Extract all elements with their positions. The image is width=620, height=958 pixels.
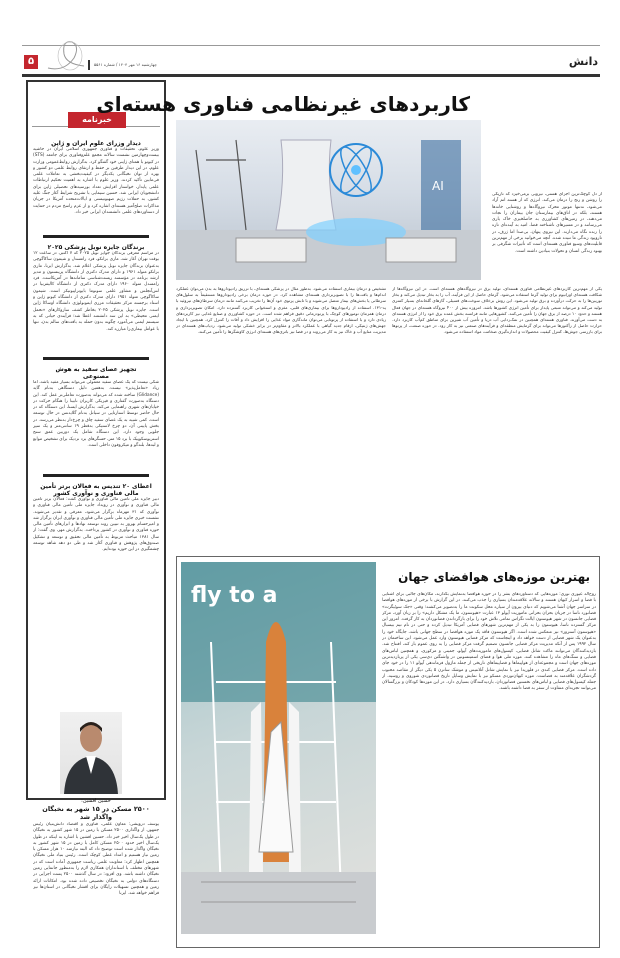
divider bbox=[43, 357, 149, 360]
news-brief-tab: خبرنامه bbox=[68, 112, 126, 128]
ai-label: AI bbox=[432, 179, 444, 193]
article-column: تشخیص و درمان بیماری استفاده می‌شود. به‌طور مثال در پزشکی هسته‌ای، با تزریق رادیوداروها به بدن می‌توان عملکرد اندام‌ها و بافت‌ها را با تصویربرداری هسته‌ای مشاهده کرد. در حوزه درمان برخی رادیوداروها مستقیماً به سلول‌های سرطانی یا بخش‌های بیمار متصل می‌شوند و با تابش پرتوی خود آن‌ها را تخریب می‌کنند مانند درمان سرطان‌های تیروئید با ید-۱۳۱. استفاده از رادیوداروها برای بیماری‌های قلبی، مغزی و استخوانی کاربرد گسترده دارد. امکان تصویربرداری و درمان همزمان تومورهای کوچک با پرتودرمانی دقیق فراهم شده است. در حوزه کشاورزی و صنایع غذایی نیز کاربردهای زیادی دارد و با استفاده از پرتوتابی می‌توان ماندگاری مواد غذایی را افزایش داد و آفات را کنترل کرد. همچنین با ایجاد جهش‌های ژنتیکی، ارقام جدید گیاهی با عملکرد بالاتر و مقاوم‌تر در برابر خشکی تولید می‌شود. ردیاب‌های هسته‌ای در مدیریت منابع آب و خاک نیز به کار می‌روند و در فضا نیز باتری‌های هسته‌ای انرژی کاوشگرها را تأمین می‌کنند. bbox=[176, 286, 386, 335]
newspaper-logo bbox=[44, 38, 90, 74]
housing-news bbox=[33, 798, 159, 942]
news-title: اعطای ۲۰ تندیس به فعالان برتر تأمین مالی فناوری و نوآوری کشور bbox=[40, 483, 152, 497]
section-name: دانش bbox=[568, 55, 598, 68]
news-title: دیدار وزرای علوم ایران و ژاپن bbox=[51, 140, 141, 147]
news-text: در مراسم معرفی برندگان جوایز نوبل ۲۰۲۵ که ۷ اکتبر، در ساعت ۱۲ بوقت تهران آغاز شد، ماری برانکو، فرد رامسدل و شیمون ساکاگوچی به‌عنوان برندگان جایزه نوبل پزشکی اعلام شد. به‌گزارش ایرنا، ماری برانکو متولد ۱۹۶۱ و دارای مدرک دکتری از دانشگاه پرینستون و مدیر ارشد برنامه در مؤسسه زیست‌شناسی سامانه‌ها در آمریکاست. فرد رامسدل متولد ۱۹۶۰ دارای مدرک دکتری از دانشگاه کالیفرنیا در لس‌آنجلس و مشاور علمی سونوما بایوتراپیوتیکز است. شیمون ساکاگوچی متولد ۱۹۵۱ دارای مدرک دکتری از دانشگاه کیوتو ژاپن و استاد برجسته مرکز تحقیقات مرزی ایمونولوژی دانشگاه اوساکا ژاپن است. جایزه نوبل پزشکی ۲۰۲۵ بخاطر کشف سازوکارهای «تحمل ایمنی محیطی» به این سه دانشمند اعطا شد؛ فرآیندی حیاتی که به سیستم ایمنی می‌آموزد چگونه بدون حمله به بافت‌های سالم بدن، تنها با عوامل بیماری‌زا مبارزه کند. bbox=[33, 251, 159, 332]
portrait-photo bbox=[60, 712, 122, 794]
museum-article-title: بهترین موزه‌های هوافضای جهان bbox=[398, 570, 590, 584]
divider bbox=[43, 235, 149, 238]
photo-caption: حسین افشین: bbox=[81, 798, 111, 804]
article-title: کاربردهای غیرنظامی فناوری هسته‌ای bbox=[96, 92, 470, 116]
space-shuttle-photo bbox=[181, 562, 376, 934]
news-text: وزیر علوم، تحقیقات و فناوری جمهوری اسلامی ایران در حاشیه بیست‌وچهارمین نشست سالانه مجمع علم‌وفناوری برای جامعه (STS) در کیوتو با همتای ژاپنی خود گفتگو کرد. به‌گزارش روابط‌عمومی وزارت علوم، در این دیدار طرفین بر حفظ و ارتقای روابط علمی دو کشور و بهره از توان نخبگانی یکدیگر در کیفیت‌بخشی به تعاملات علمی فی‌مابین تأکید کردند. وزیر علوم با اشاره به اهمیت تحکیم ارتباطات علمی پایدار، خواستار افزایش تعداد بورسیه‌های تحصیلی ژاپن برای دانشجویان ایرانی شد. حسین سیمایی با تشریح شرایط آغاز جنگ علیه کشور، به حملات رژیم صهیونیستی و ایالات‌متحده آمریکا در جریان مذاکرات صلح‌آمیز هسته‌ای اشاره کرد و از عزم راسخ مردم در حمایت از دستاوردهای علمی دانشمندان ایرانی خبر داد. bbox=[33, 147, 159, 215]
news-text: دبیر جایزه ملی تأمین مالی فناوری و نوآوری گفت: فعالان برتر تأمین مالی فناوری و نوآوری در رویداد جایزه ملی تأمین مالی فناوری و نوآوری که ۳۱ مهرماه برگزار می‌شود، معرفی و تقدیر می‌شوند. نشست خبری جایزه ملی تأمین مالی فناوری و نوآوری ایران برگزار شد و امیرحسام بهروز به تبیین روند توسعه نهادها و ابزارهای تأمین مالی حوزه فناوری و نوآوری در کشور پرداخت. به‌گزارش مهر، وی گفت: از سال ۱۳۸۱ مباحث مربوط به تأمین مالی تحقیق و توسعه و تشکیل صندوق‌های پژوهش و فناوری آغاز شد و طی دو دهه شاهد توسعه چشمگیری در این حوزه بوده‌ایم. bbox=[33, 497, 159, 553]
article-lead: از دل کوچک‌ترین اجزای هستی، نیرویی برمی‌خیزد که تاریکی را روشن و رنج را درمان می‌کند. انرژی که از هسته اتم آزاد می‌شود، نه‌تنها موتور محرک نیروگاه‌ها و روشنایی خانه‌ها هستند، بلکه در اتاق‌های بیمارستان جان بیماران را نجات می‌دهند، در زمین‌های کشاورزی به حاصلخیزی خاک یاری می‌رسانند و در مسیرهای ناشناخته فضا، امید به آینده‌ای تازه را زنده نگاه می‌دارند. این نیروی پنهان، بی‌صدا اما ژرف، در تاروپود زندگی ما تنیده شده. آنچه می‌خوانید برخی از مهم‌ترین قابلیت‌های وسیع فناوری هسته‌ای است که تأثیرات شگرفی بر بهبود زندگی انسان و تحولات بنیادین داشته است. bbox=[492, 192, 602, 254]
news-title: تجهیز عصای سفید به هوش مصنوعی bbox=[55, 366, 137, 380]
museum-sign-text: fly to a bbox=[191, 583, 278, 608]
sidebar-news-list bbox=[33, 140, 159, 585]
museum-article-text: روح‌اله عیوری نوری: موزه‌هایی که دستاوردهای بشر را در حوزه هوافضا به‌نمایش بگذارند، مکان‌های جالبی برای آشنایی با فضا و اسرار کیهان هستند و سالانه علاقه‌مندان بسیاری را جذب می‌کنند. در این گزارش با برخی از موزه‌های هوافضا در سراسر جهان آشنا می‌شویم که دنیای بیرون از سیاره محل سکونت ما را به‌تصویر می‌کشند؛ وقتی «جک سوئیگرت» فضانورد ناسا در جریان بحران بحرانی ماموریت آپولو ۱۳ عبارت «هیوستون، ما یک مشکل داریم» را بر زبان آورد، مرکز فضایی جانسون در شهر هیوستون ایالت تگزاس تمامی تلاش خود را برای بازگرداندن فضانوردان به کار گرفت. امروز این مرکز گسترده ناسا، هیوستون را به یکی از مهم‌ترین شهرهای فضایی آمریکا تبدیل کرده و حتی در نام تیم بیسبال «هیوستون آستروز» نیز منعکس شده است. اگر هیوستون فاقد یک موزه هوافضا در سطح جهانی باشد، جایگاه خود را به‌عنوان یک شهر فضایی از دست خواهد داد و اینجاست که مرکز فضایی هیوستون وارد عمل می‌شود. این ساختمان در سال ۱۹۹۲ پس از آنکه مدیریت مرکز فضایی جانسون تصمیم گرفت مرکز فضایی را به روی عموم باز کند، افتتاح شد. بازدیدکنندگان می‌توانند ماکت شاتل فضایی، کپسول‌های ماموریت‌های آپولو، جمینی و مرکوری، و همچنین لباس‌های فضایی و سنگ‌های ماه را مشاهده کنند. موزه ملی هوا و فضای اسمیتسونین در واشنگتن دی‌سی یکی از پربازدیدترین موزه‌های جهان است و مجموعه‌ای از هواپیماها و فضاپیماهای تاریخی از جمله ماژول فرماندهی آپولو ۱۱ را در خود جای داده است. مرکز فضایی کندی در فلوریدا نیز با نمایش شاتل آتلانتیس و موشک ساترن ۵ یکی دیگر از مقاصد محبوب گردشگران علاقه‌مند به فضاست. موزه کیهان‌نوردی مسکو نیز با نمایش وسایل تاریخ فضانوردی شوروی و روسیه، از جمله کپسول‌های فضایی و لباس‌های نخستین فضانوردان، بازدیدکنندگان بسیاری دارد. در این موزه‌ها کودکان و بزرگسالان می‌توانند تجربه‌ای متفاوت از سفر به فضا داشته باشند. bbox=[382, 592, 596, 692]
header-top-rule bbox=[22, 45, 600, 46]
nuclear-illustration bbox=[176, 120, 481, 280]
news-text: شکی نیست که یک عصای سفید معمولی می‌تواند بسیار مفید باشد، اما زیاد «تعامل‌پذیر» نیست. به‌همین دلیل دستگاهی به‌نام گاید (Glidance) ساخته شده که می‌تواند به‌صورت تعاملی‌تر عمل کند. این دستگاه به‌صورت گفتاری و فیزیکی کاربران نابینا را هنگام حرکت در خیابان‌های شهری راهنمایی می‌کند. به‌گزارش ایسنا، این دستگاه که در حال حاضر توسط استارتاپی در سیاتل به‌نام گلایدنس در حال توسعه است، کمی شبیه به یک عصای سفید چاق و چرخ‌دار به‌نظر می‌رسد. در بخش پایینی آن، دو چرخ لاستیکی به‌قطر ۱۹ سانتی‌متر و یک سپر جلویی وجود دارد. این دستگاه شامل یک دوربین عمق سنج استریوسکوپیک با برد ۱۵ متر، حسگرهای برد نزدیک برای تشخیص موانع و لبه‌ها، بلندگو و میکروفون داخلی است. bbox=[33, 380, 159, 448]
news-title: برندگان جایزه نوبل پزشکی ۲۰۲۵ bbox=[47, 244, 145, 251]
page-number: ۵ bbox=[24, 55, 38, 69]
article-column: یکی از مهم‌ترین کاربردهای غیرنظامی فناوری هسته‌ای، تولید برق در نیروگاه‌های هسته‌ای است. در این نیروگاه‌ها از شکافت هسته‌ای اورانیوم برای تولید گرما استفاده می‌شود. گرمای حاصل از این فرآیند، آب را به بخار تبدیل می‌کند و بخار توربین‌ها را به حرکت درآورده و برق تولید می‌شود. این روش برخلاف سوخت‌های فسیلی، گازهای گلخانه‌ای بسیار کمتری تولید می‌کند و می‌تواند منبعی پایدار برای تأمین انرژی کشورها باشد. امروزه بیش از ۴۰۰ نیروگاه هسته‌ای در جهان فعال هستند و حدود ۱۰ درصد از برق جهان را تأمین می‌کنند. کشورهایی مانند فرانسه بخش عمده برق خود را از انرژی هسته‌ای به دست می‌آورند. فناوری هسته‌ای همچنین در نمک‌زدایی آب دریا و تأمین آب شیرین برای مناطق کم‌آب کاربرد دارد. حرارت حاصل از رآکتورها می‌تواند برای گرمایش منطقه‌ای و فرآیندهای صنعتی نیز به کار رود. در حوزه صنعت، از پرتوها برای بازرسی جوش‌ها، کنترل کیفیت محصولات و اندازه‌گیری ضخامت مواد استفاده می‌شود. bbox=[392, 286, 602, 335]
housing-text: یوسف درویشی: معاون علمی، فناوری و اقتصاد دانش‌بنیان رئیس جمهور، از واگذاری ۲۵۰۰ مسکن با زمین در ۱۵ شهر کشور به نخبگان در طول یک‌سال اخیر خبر داد. حسین افشین با اشاره به اینکه در طول یک‌سال اخیر حدود ۲۵۰۰ مسکن کامل با زمین در ۱۵ شهر کشور به نخبگان واگذار شده است توضیح داد که البته نیازمند ۱۰ هزار مسکن با زمین نیاز هستیم و امداد غطی کوچک است. رئیس بنیاد ملی نخبگان همچنین اظهار کرد: معاونت علمی ریاست جمهوری آماده است که در شهرهای مختلف با استانداران همکاری لازم را به‌منظور جانمایی زمین نخبگان داشته باشد. وی افزود: در سال گذشته ۲۵۰۰ پست اجرایی در دستگاه‌های دولتی به نخبگان تخصیص داده شده بود. امکانات ارائه زمین و همچنین تسهیلات رایگان برای اقشار نخبگانی در استان‌ها نیز فراهم خواهد شد. ایرنا bbox=[33, 822, 159, 897]
header-bottom-rule bbox=[22, 74, 600, 77]
divider bbox=[43, 474, 149, 477]
housing-headline: ۲۵۰۰ مسکن در ۱۵ شهر به نخبگان واگذار شد bbox=[42, 805, 150, 821]
dateline: چهارشنبه ۱۶ مهر ۱۴۰۴ / شماره ۵۵۶۱ bbox=[88, 60, 157, 70]
